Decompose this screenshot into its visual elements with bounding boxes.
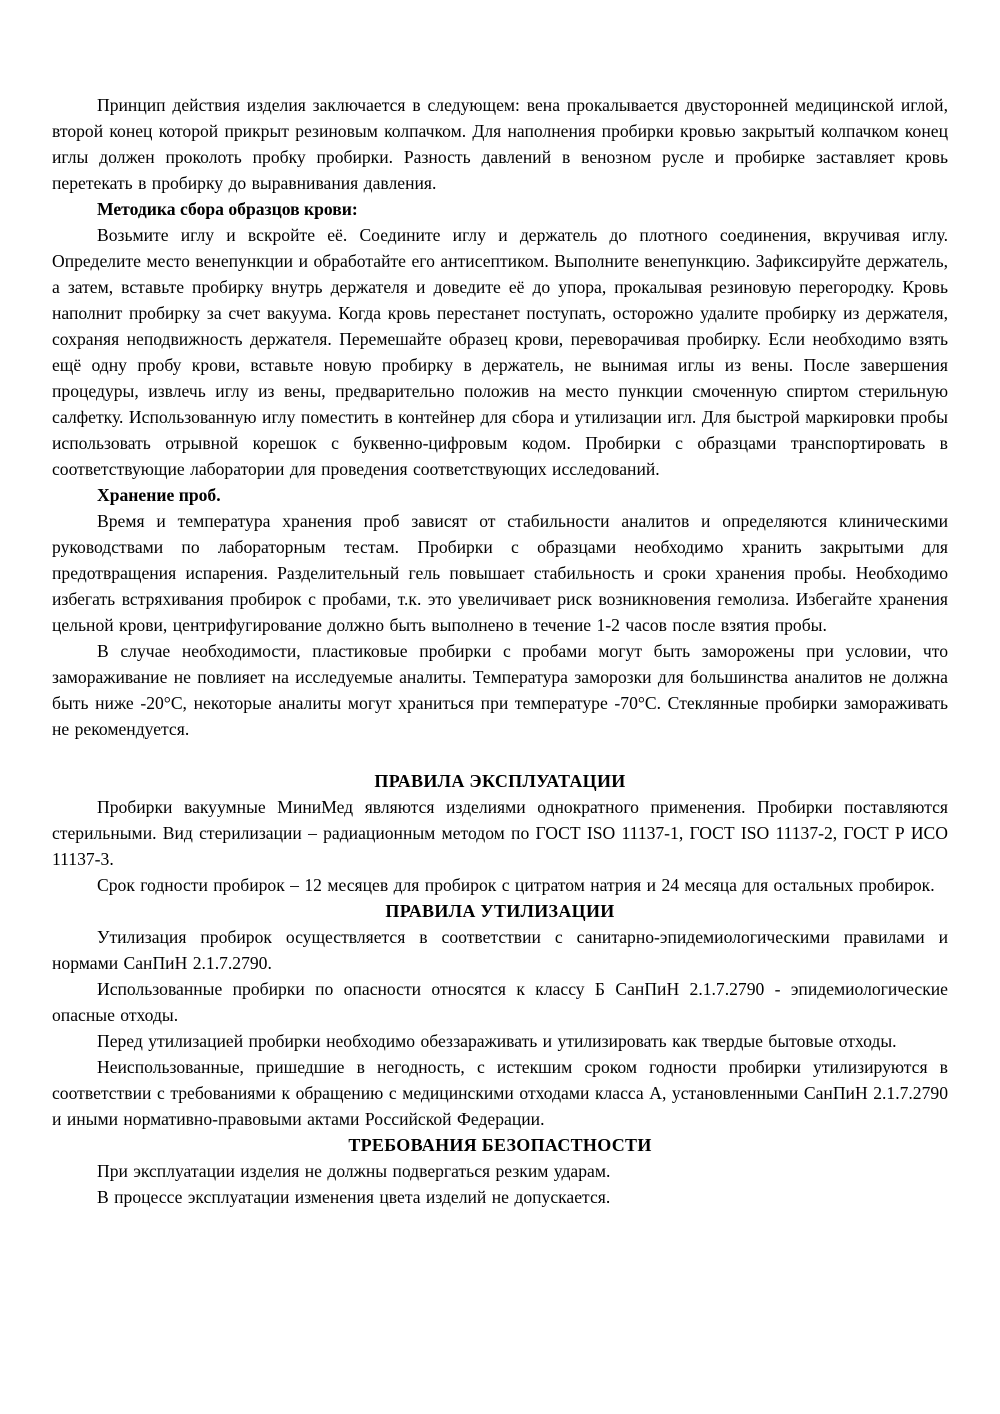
paragraph-disposal-sanpin: Утилизация пробирок осуществляется в соответствии с санитарно-эпидемиологическими правилами и нормами СанПиН 2.1.7.2790. [52,927,948,973]
paragraph-unused-tubes: Неиспользованные, пришедшие в негодность, с истекшим сроком годности пробирки утилизируются в соответствии с требованиями к обращению с медицинскими отходами класса А, установленными СанПиН 2.1.7.2790 и иными нормативно-правовыми актами Российской Федерации. [52,1057,948,1129]
paragraph-freezing: В случае необходимости, пластиковые пробирки с пробами могут быть заморожены при условии, что замораживание не повлияет на исследуемые аналиты. Температура заморозки для большинства аналитов не должна быть ниже -20°С, некоторые аналиты могут храниться при температуре -70°С. Стеклянные пробирки замораживать не рекомендуется. [52,641,948,739]
paragraph-no-sharp-impacts: При эксплуатации изделия не должны подвергаться резким ударам. [97,1161,611,1181]
section-title-operation-rules: ПРАВИЛА ЭКСПЛУАТАЦИИ [374,771,626,791]
paragraph-class-b-waste: Использованные пробирки по опасности относятся к классу Б СанПиН 2.1.7.2790 - эпидемиологические опасные отходы. [52,979,948,1025]
paragraph-shelf-life: Срок годности пробирок – 12 месяцев для пробирок с цитратом натрия и 24 месяца для остальных пробирок. [97,875,935,895]
paragraph-storage-conditions: Время и температура хранения проб зависят от стабильности аналитов и определяются клиническими руководствами по лабораторным тестам. Пробирки с образцами необходимо хранить закрытыми для предотвращения испарения. Разделительный гель повышает стабильность и сроки хранения пробы. Необходимо избегать встряхивания пробирок с пробами, т.к. это увеличивает риск возникновения гемолиза. Избегайте хранения цельной крови, центрифугирование должно быть выполнено в течение 1-2 часов после взятия пробы. [52,511,948,635]
section-title-safety-requirements: ТРЕБОВАНИЯ БЕЗОПАСТНОСТИ [348,1135,652,1155]
subheading-sample-storage: Хранение проб. [97,485,221,505]
paragraph-decontamination: Перед утилизацией пробирки необходимо обеззараживать и утилизировать как твердые бытовые отходы. [97,1031,897,1051]
paragraph-sampling-procedure: Возьмите иглу и вскройте её. Соедините иглу и держатель до плотного соединения, вкручивая иглу. Определите место венепункции и обработайте его антисептиком. Выполните венепункцию. Зафиксируйте держатель, а затем, вставьте пробирку внутрь держателя и доведите её до упора, прокалывая резиновую перегородку. Кровь наполнит пробирку за счет вакуума. Когда кровь перестанет поступать, осторожно удалите пробирку из держателя, сохраняя неподвижность держателя. Перемешайте образец крови, переворачивая пробирку. Если необходимо взять ещё одну пробу крови, вставьте новую пробирку в держатель, не вынимая иглы из вены. После завершения процедуры, извлечь иглу из вены, предварительно положив на место пункции смоченную спиртом стерильную салфетку. Использованную иглу поместить в контейнер для сбора и утилизации игл. Для быстрой маркировки пробы использовать отрывной корешок с буквенно-цифровым кодом. Пробирки с образцами транспортировать в соответствующие лаборатории для проведения соответствующих исследований. [52,225,948,479]
paragraph-principle: Принцип действия изделия заключается в следующем: вена прокалывается двусторонней медицинской иглой, второй конец которой прикрыт резиновым колпачком. Для наполнения пробирки кровью закрытый колпачком конец иглы должен проколоть пробку пробирки. Разность давлений в венозном русле и пробирке заставляет кровь перетекать в пробирку до выравнивания давления. [52,95,948,193]
paragraph-single-use: Пробирки вакуумные МиниМед являются изделиями однократного применения. Пробирки поставляются стерильными. Вид стерилизации – радиационным методом по ГОСТ ISO 11137-1, ГОСТ ISO 11137-2, ГОСТ Р ИСО 11137-3. [52,797,948,869]
subheading-blood-sampling-method: Методика сбора образцов крови: [97,199,358,219]
paragraph-no-color-change: В процессе эксплуатации изменения цвета изделий не допускается. [97,1187,611,1207]
section-title-disposal-rules: ПРАВИЛА УТИЛИЗАЦИИ [385,901,615,921]
